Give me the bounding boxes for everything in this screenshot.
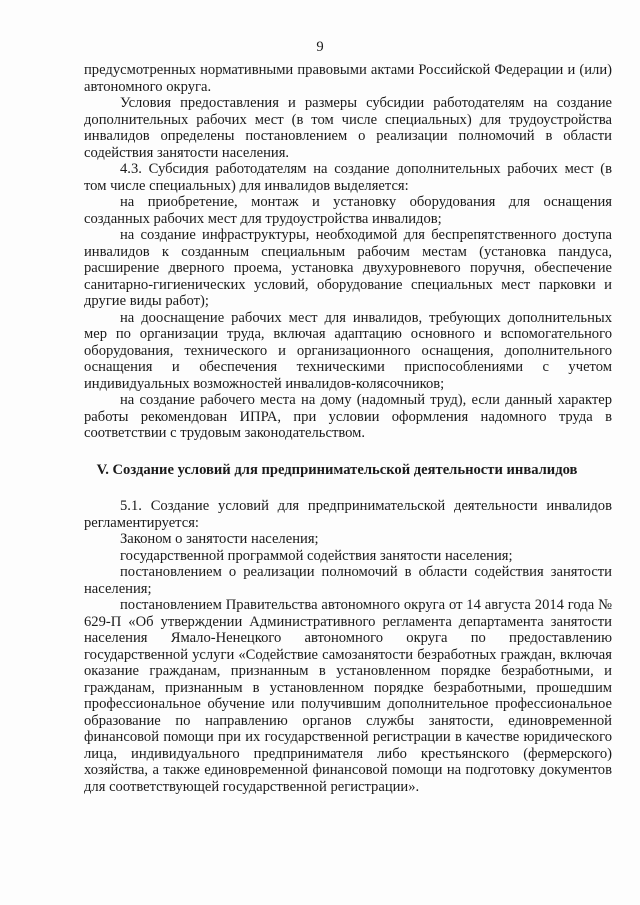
list-item: постановлением о реализации полномочий в области содействия занятости населения;: [84, 564, 612, 597]
paragraph: 5.1. Создание условий для предпринимательской деятельности инвалидов регламентируется:: [84, 498, 612, 531]
paragraph: Условия предоставления и размеры субсидии работодателям на создание дополнительных рабочих мест (в том числе специальных) для трудоустройства инвалидов определены постановлением о реализации полномочий в области содействия занятости населения.: [84, 95, 612, 161]
list-item: постановлением Правительства автономного округа от 14 августа 2014 года № 629-П «Об утверждении Административного регламента департамента занятости населения Ямало-Ненецкого автономного округа по предоставлению государственной услуги «Содействие самозанятости безработных граждан, включая оказание гражданам, признанным в установленном порядке безработными, и гражданам, признанным в установленном порядке безработными, прошедшим профессиональное обучение или получившим дополнительное профессиональное образование по направлению органов службы занятости, единовременной финансовой помощи при их государственной регистрации в качестве юридического лица, индивидуального предпринимателя либо крестьянского (фермерского) хозяйства, а также единовременной финансовой помощи на подготовку документов для соответствующей государственной регистрации».: [84, 597, 612, 795]
paragraph: 4.3. Субсидия работодателям на создание дополнительных рабочих мест (в том числе специальных) для инвалидов выделяется:: [84, 161, 612, 194]
list-item: Законом о занятости населения;: [120, 531, 319, 547]
list-item: государственной программой содействия занятости населения;: [120, 547, 513, 564]
document-body: [84, 62, 612, 795]
page-number: 9: [316, 39, 324, 55]
paragraph: предусмотренных нормативными правовыми актами Российской Федерации и (или) автономного округа.: [84, 62, 612, 95]
section-heading: V. Создание условий для предпринимательской деятельности инвалидов: [96, 461, 578, 478]
list-item: на приобретение, монтаж и установку оборудования для оснащения созданных рабочих мест для трудоустройства инвалидов;: [84, 194, 612, 227]
list-item: на создание инфраструктуры, необходимой для беспрепятственного доступа инвалидов к созданным специальным рабочим местам (установка пандуса, расширение дверного проема, установка двухуровневого поручня, обеспечение санитарно-гигиенических условий, оборудование специальных мест парковки и другие виды работ);: [84, 227, 612, 309]
list-item: на дооснащение рабочих мест для инвалидов, требующих дополнительных мер по организации труда, включая адаптацию основного и вспомогательного оборудования, технического и организационного оснащения, дополнительного оснащения и обеспечения техническими приспособлениями с учетом индивидуальных возможностей инвалидов-колясочников;: [84, 309, 612, 392]
list-item: на создание рабочего места на дому (надомный труд), если данный характер работы рекомендован ИПРА, при условии оформления надомного труда в соответствии с трудовым законодательством.: [84, 392, 612, 441]
